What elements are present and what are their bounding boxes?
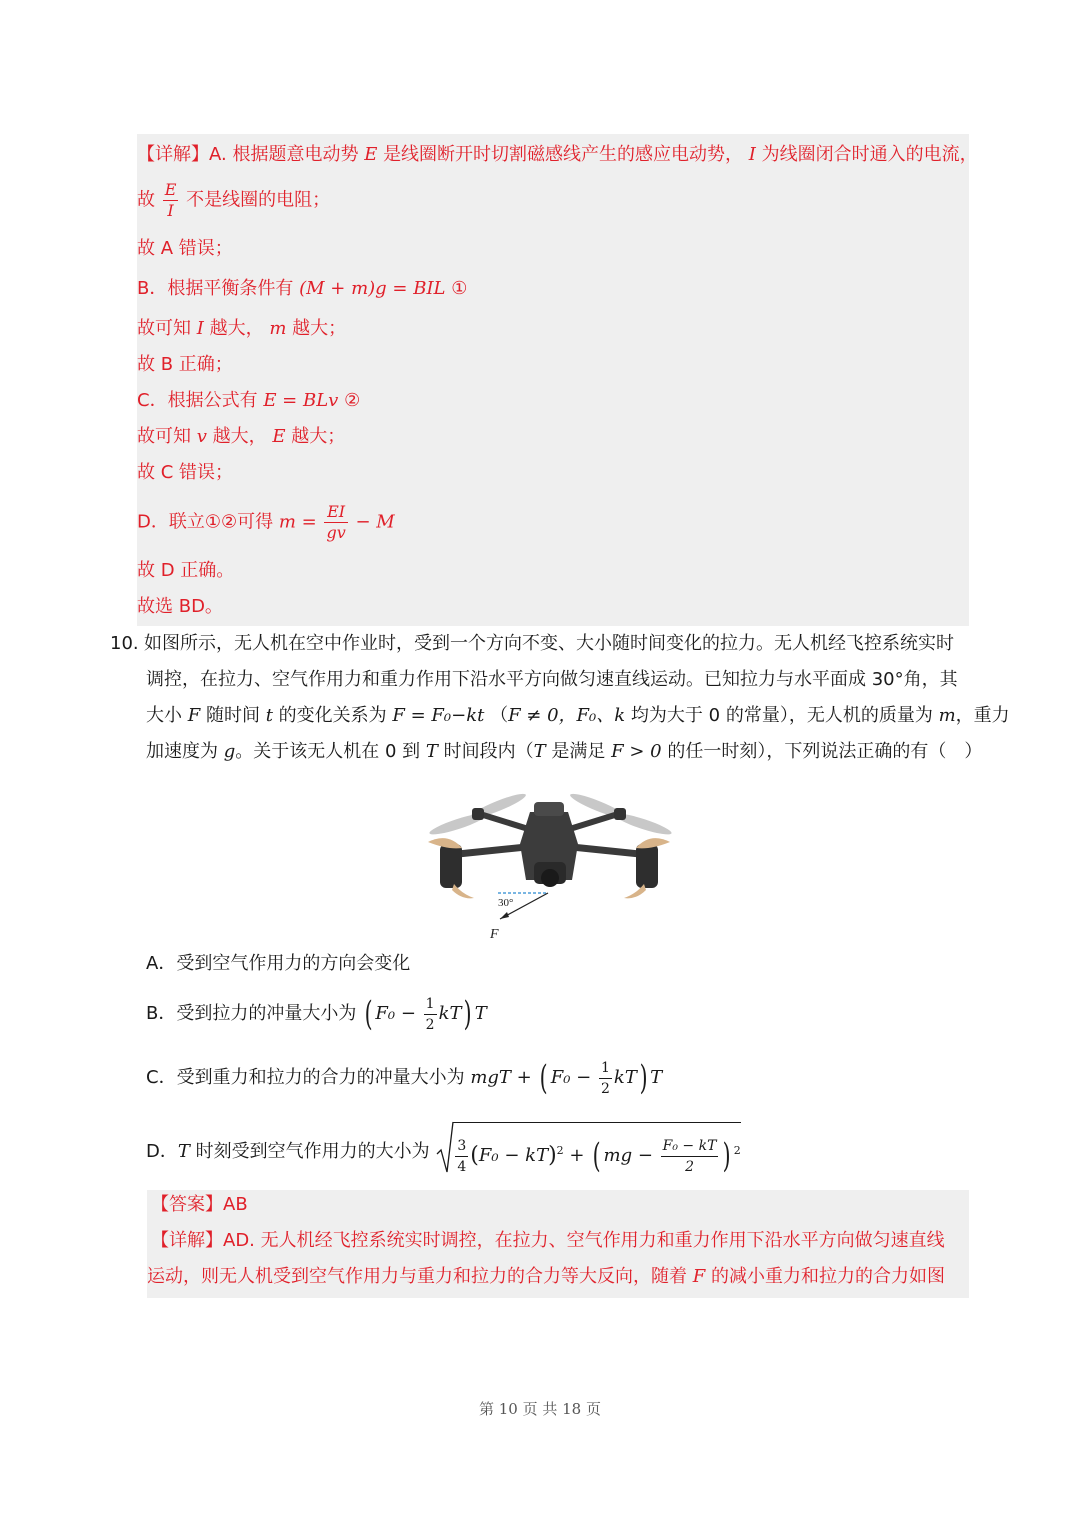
explanation-line-5: 故可知 I 越大， m 越大； xyxy=(137,318,347,339)
question-line-1: 如图所示，无人机在空中作业时，受到一个方向不变、大小随时间变化的拉力。无人机经飞控系统实时 xyxy=(144,633,954,654)
radical-sign xyxy=(435,1120,455,1174)
motor-top-left xyxy=(472,808,484,820)
explanation-line-6: 故 B 正确； xyxy=(137,354,233,375)
explanation-line-8: 故可知 v 越大， E 越大； xyxy=(137,426,346,447)
explanation-line-3: 故 A 错误； xyxy=(137,238,233,259)
explanation-line-11: 故 D 正确。 xyxy=(137,560,235,581)
angle-label: 30° xyxy=(498,897,514,909)
drone-top xyxy=(534,802,564,816)
answer-detail-line-2: 运动，则无人机受到空气作用力与重力和拉力的合力等大反向，随着 F 的减小重力和拉力的合力如图 xyxy=(147,1266,945,1287)
option-b: B．受到拉力的冲量大小为 ( F₀ − $\frac{1}{2}$ kT) T xyxy=(146,994,487,1034)
propeller-bottom-left xyxy=(428,838,462,848)
explanation-line-2: 故 $\frac{E}{I}$ 不是线圈的电阻； xyxy=(137,180,331,220)
camera-lens xyxy=(541,869,559,887)
answer-explanation-box-1 xyxy=(137,134,978,626)
propeller-bottom-left-2 xyxy=(452,884,474,898)
option-a: A．受到空气作用力的方向会变化 xyxy=(146,953,411,974)
propeller-bottom-right-2 xyxy=(624,884,646,898)
propeller-bottom-right xyxy=(636,838,670,848)
explanation-line-4: B．根据平衡条件有 (M + m)g = BIL ① xyxy=(137,278,468,299)
option-c: C．受到重力和拉力的合力的冲量大小为 mgT + ( F₀ − $\frac{1}{2}$ kT) T xyxy=(146,1058,663,1098)
motor-bottom-left xyxy=(440,844,462,888)
question-line-3: 大小 F 随时间 t 的变化关系为 F = F₀−kt （F ≠ 0，F₀、k 均为大于 0 的常量），无人机的质量为 m，重力 xyxy=(146,705,1010,726)
answer-explanation-box-2 xyxy=(147,1190,969,1298)
force-arrow-head xyxy=(500,912,509,919)
fraction-ei-over-gv: $\frac{EI}{gv}$ xyxy=(326,502,346,542)
option-d: D．T 时刻受到空气作用力的大小为 $\frac{3}{4}$ (F₀ − kT)$^2$ + ( mg − $\frac{\text{F₀ − kT}}{2}$ ) $^2$ xyxy=(146,1122,741,1182)
motor-bottom-right xyxy=(636,844,658,888)
motor-top-right xyxy=(614,808,626,820)
answer-detail-line-1: 【详解】AD. 无人机经飞控系统实时调控，在拉力、空气作用力和重力作用下沿水平方向做匀速直线 xyxy=(151,1230,945,1251)
explanation-line-10: D．联立①②可得 m = $\frac{EI}{gv}$ − M xyxy=(137,502,395,542)
half-fraction-c: $\frac{1}{2}$ xyxy=(601,1059,610,1097)
question-number: 10. xyxy=(110,633,139,654)
page-footer: 第 10 页 共 18 页 xyxy=(478,1400,601,1418)
question-line-4: 加速度为 g。关于该无人机在 0 到 T 时间段内（T 是满足 F > 0 的任一时刻），下列说法正确的有（ ） xyxy=(146,741,983,762)
square-root-expression: $\frac{3}{4}$ (F₀ − kT)$^2$ + ( mg − $\frac{\text{F₀ − kT}}{2}$ ) $^2$ xyxy=(435,1122,740,1182)
explanation-line-9: 故 C 错误； xyxy=(137,462,234,483)
half-fraction: $\frac{1}{2}$ xyxy=(425,995,435,1033)
force-label: F xyxy=(490,927,499,942)
explanation-line-7: C．根据公式有 E = BLv ② xyxy=(137,390,361,411)
question-line-2: 调控，在拉力、空气作用力和重力作用下沿水平方向做匀速直线运动。已知拉力与水平面成 30°角，其 xyxy=(146,669,958,690)
explanation-line-12: 故选 BD。 xyxy=(137,596,223,617)
drone-figure xyxy=(418,784,680,944)
answer-line: 【答案】AB xyxy=(151,1194,248,1215)
fraction-e-over-i: $\frac{E}{I}$ xyxy=(164,180,177,220)
explanation-line-1: 【详解】A. 根据题意电动势 E 是线圈断开时切割磁感线产生的感应电动势， I 为线圈闭合时通入的电流， xyxy=(137,144,978,165)
